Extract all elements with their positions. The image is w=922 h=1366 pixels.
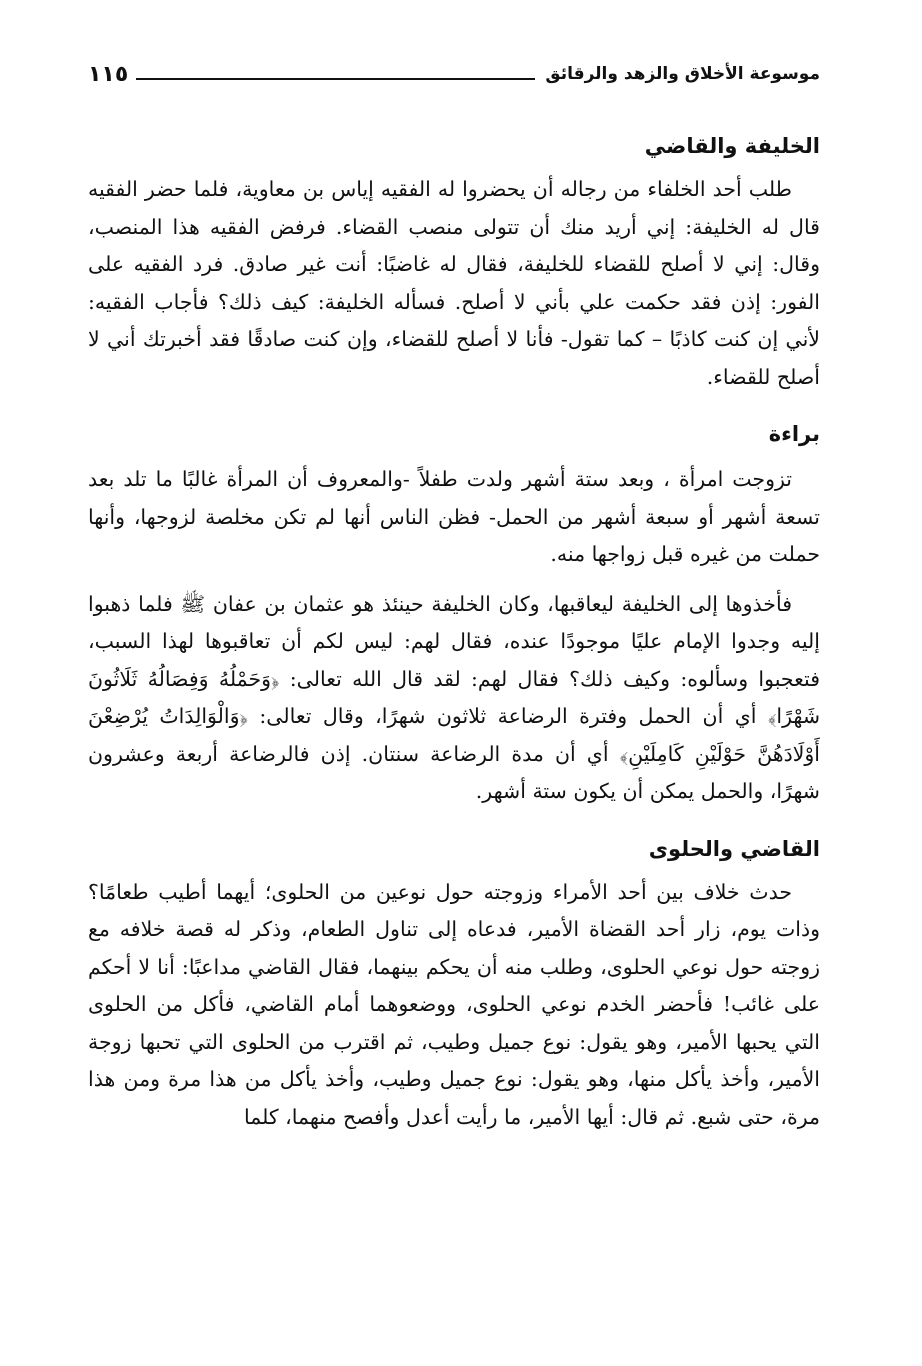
section-heading-innocence: براءة: [768, 422, 820, 446]
section-heading-judge-and-sweets: القاضي والحلوى: [648, 836, 820, 861]
paragraph: فأخذوها إلى الخليفة ليعاقبها، وكان الخليفة حينئذ هو عثمان بن عفان ﷺ فلما ذهبوا إليه وجدوا الإمام عليًا موجودًا عنده، فقال لهم: ليس لكم أن تعاقبوها لهذا السبب، فتعجبوا وسألوه: وكيف ذلك؟ فقال لهم: لقد قال الله تعالى: ﴿وَحَمْلُهُ وَفِصَالُهُ ثَلَاثُونَ شَهْرًا﴾ أي أن الحمل وفترة الرضاعة ثلاثون شهرًا، وقال تعالى: ﴿وَالْوَالِدَاتُ يُرْضِعْنَ أَوْلَادَهُنَّ حَوْلَيْنِ كَامِلَيْنِ﴾ أي أن مدة الرضاعة سنتان. إذن فالرضاعة أربعة وعشرون شهرًا، والحمل يمكن أن يكون ستة أشهر.: [88, 591, 820, 803]
running-title: موسوعة الأخلاق والزهد والرقائق: [545, 64, 820, 84]
book-page: [88, 48, 820, 1348]
page-header: [88, 48, 820, 88]
paragraph: طلب أحد الخلفاء من رجاله أن يحضروا له الفقيه إياس بن معاوية، فلما حضر الفقيه قال له الخليفة: إني أريد منك أن تتولى منصب القضاء. فرفض الفقيه هذا المنصب، وقال: إني لا أصلح للقضاء للخليفة، فقال له غاضبًا: أنت غير صادق. فرد الفقيه على الفور: إذن فقد حكمت علي بأني لا أصلح. فسأله الخليفة: كيف ذلك؟ فأجاب الفقيه: لأني إن كنت كاذبًا – كما تقول- فأنا لا أصلح للقضاء، وإن كنت صادقًا فقد أخبرتك أني لا أصلح للقضاء.: [88, 177, 820, 389]
section-heading-caliph-and-judge: الخليفة والقاضي: [644, 134, 820, 158]
header-rule: [136, 78, 535, 80]
paragraph: حدث خلاف بين أحد الأمراء وزوجته حول نوعين من الحلوى؛ أيهما أطيب طعامًا؟ وذات يوم، زار أحد القضاة الأمير، فدعاه إلى تناول الطعام، وذكر له قصة خلافه مع زوجته حول نوعي الحلوى، وطلب منه أن يحكم بينهما، فقال القاضي مداعبًا: أنا لا أحكم على غائب! فأحضر الخدم نوعي الحلوى، ووضعوهما أمام القاضي، فأكل من الحلوى التي يحبها الأمير، وهو يقول: نوع جميل وطيب، ثم اقترب من الحلوى التي تحبها زوجة الأمير، وأخذ يأكل منها، وهو يقول: نوع جميل وطيب، وأخذ يأكل من هذا مرة ومن هذا مرة، حتى شبع. ثم قال: أيها الأمير، ما رأيت أعدل وأفصح منهما، كلما: [88, 879, 820, 1129]
page-number: ١١٥: [88, 62, 129, 87]
paragraph: تزوجت امرأة ، وبعد ستة أشهر ولدت طفلاً -والمعروف أن المرأة غالبًا ما تلد بعد تسعة أشهر أو سبعة أشهر من الحمل- فظن الناس أنها لم تكن مخلصة لزوجها، وأنها حملت من غيره قبل زواجها منه.: [88, 467, 820, 566]
